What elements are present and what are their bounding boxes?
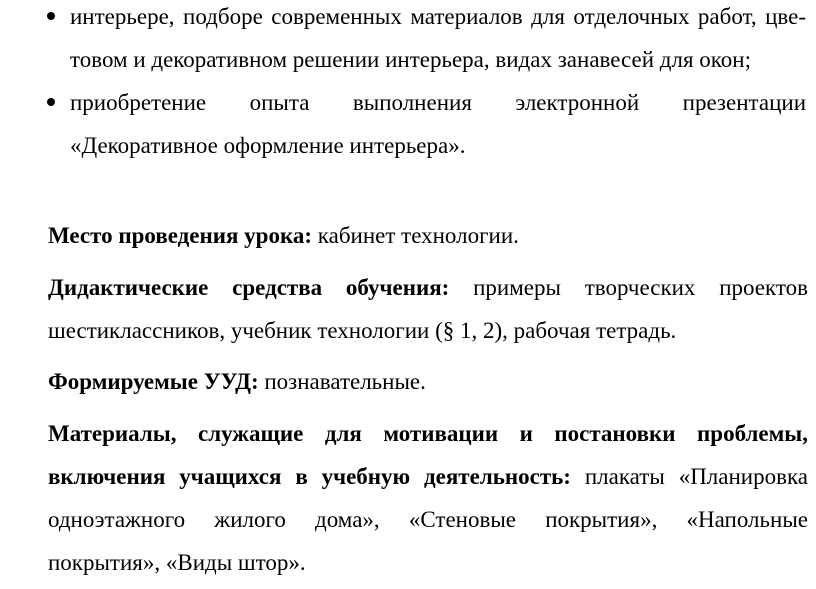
didactic-means-paragraph [48, 266, 808, 352]
list-item [0, 81, 816, 167]
materials-label: Материалы, служащие для мотивации и постановки проблемы, включения учащихся в учебную деятельность: [48, 421, 808, 489]
list-item [0, 0, 816, 81]
list-item-text: приобретение опыта выполнения электронной презентации «Декоративное оформление интерьера». [70, 90, 806, 158]
uud-paragraph [48, 360, 808, 403]
list-item-text: интерьере, подборе современных материалов для отделочных работ, цве- товом и декоративном решении интерьера, видах занавесей для окон; [70, 4, 806, 72]
bullet-icon [47, 98, 55, 106]
lesson-place-paragraph [48, 214, 808, 257]
materials-paragraph [48, 412, 808, 584]
didactic-means-label: Дидактические средства обучения: [48, 275, 450, 300]
uud-label: Формируемые УУД: [48, 369, 259, 394]
materials-value: плакаты «Планировка одноэтажного жилого дома», «Стеновые покрытия», «Напольные покрытия», «Виды штор». [48, 464, 808, 575]
bullet-icon [47, 12, 55, 20]
uud-value: познавательные. [258, 369, 426, 394]
didactic-means-value: примеры творческих проектов шестиклассников, учебник технологии (§ 1, 2), рабочая тетрадь. [48, 275, 808, 343]
bullet-list [0, 0, 816, 167]
lesson-place-value: кабинет технологии. [312, 223, 519, 248]
lesson-place-label: Место проведения урока: [48, 223, 313, 248]
